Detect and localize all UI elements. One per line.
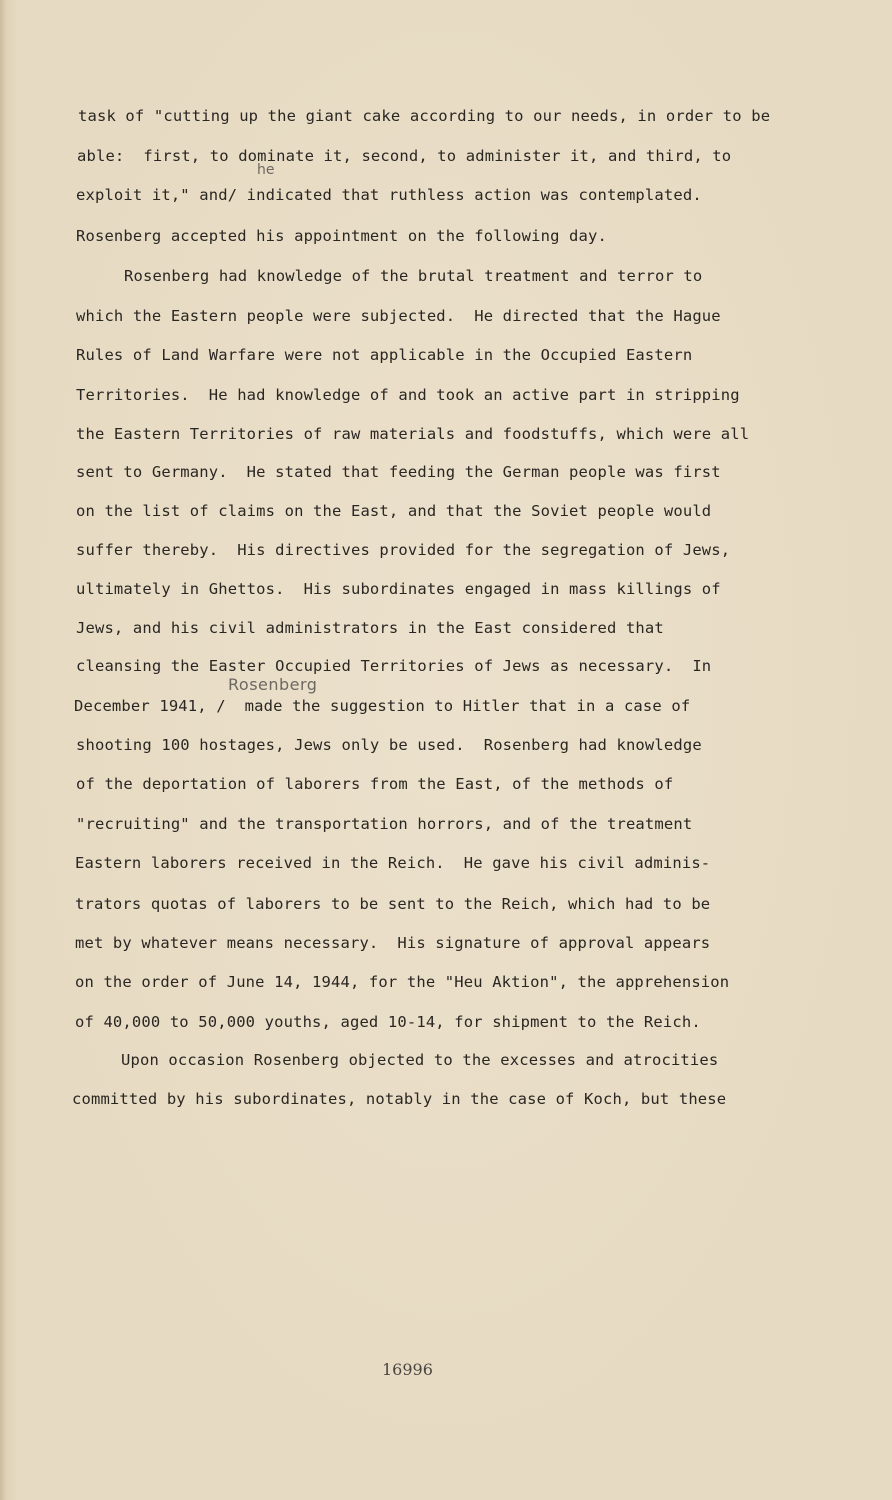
page-edge-shadow [0, 0, 6, 1500]
page-number: 16996 [382, 1360, 433, 1379]
text-line: Rosenberg had knowledge of the brutal treatment and terror to [124, 267, 703, 285]
text-line: committed by his subordinates, notably in the case of Koch, but these [72, 1090, 727, 1108]
text-line: task of "cutting up the giant cake according to our needs, in order to be [78, 107, 771, 125]
text-line: Jews, and his civil administrators in the East considered that [76, 619, 664, 637]
text-line: on the list of claims on the East, and that the Soviet people would [76, 502, 712, 520]
text-line: shooting 100 hostages, Jews only be used. Rosenberg had knowledge [76, 736, 702, 754]
text-line: "recruiting" and the transportation horrors, and of the treatment [76, 815, 693, 833]
text-line: of 40,000 to 50,000 youths, aged 10-14, for shipment to the Reich. [75, 1013, 701, 1031]
insertion-he: he [257, 162, 275, 178]
text-line: suffer thereby. His directives provided for the segregation of Jews, [76, 541, 731, 559]
text-line: exploit it," and/ indicated that ruthless action was contemplated. [76, 186, 702, 204]
text-line: which the Eastern people were subjected. He directed that the Hague [76, 307, 721, 325]
text-line: Eastern laborers received in the Reich. He gave his civil adminis- [75, 854, 711, 872]
text-line: Upon occasion Rosenberg objected to the excesses and atrocities [121, 1051, 719, 1069]
insertion-rosenberg: Rosenberg [228, 675, 318, 694]
text-line: the Eastern Territories of raw materials and foodstuffs, which were all [76, 425, 750, 443]
text-line: of the deportation of laborers from the East, of the methods of [76, 775, 674, 793]
text-line: met by whatever means necessary. His signature of approval appears [75, 934, 711, 952]
text-line: on the order of June 14, 1944, for the "Heu Aktion", the apprehension [75, 973, 730, 991]
text-line: Rosenberg accepted his appointment on the following day. [76, 227, 607, 245]
text-line: ultimately in Ghettos. His subordinates engaged in mass killings of [76, 580, 721, 598]
text-line: Territories. He had knowledge of and took an active part in stripping [76, 386, 740, 404]
text-line: December 1941, / made the suggestion to Hitler that in a case of [74, 697, 691, 715]
text-line: Rules of Land Warfare were not applicable in the Occupied Eastern [76, 346, 693, 364]
text-line: able: first, to dominate it, second, to administer it, and third, to [77, 147, 732, 165]
text-line: cleansing the Easter Occupied Territories of Jews as necessary. In [76, 657, 712, 675]
text-line: sent to Germany. He stated that feeding the German people was first [76, 463, 721, 481]
text-line: trators quotas of laborers to be sent to the Reich, which had to be [75, 895, 711, 913]
